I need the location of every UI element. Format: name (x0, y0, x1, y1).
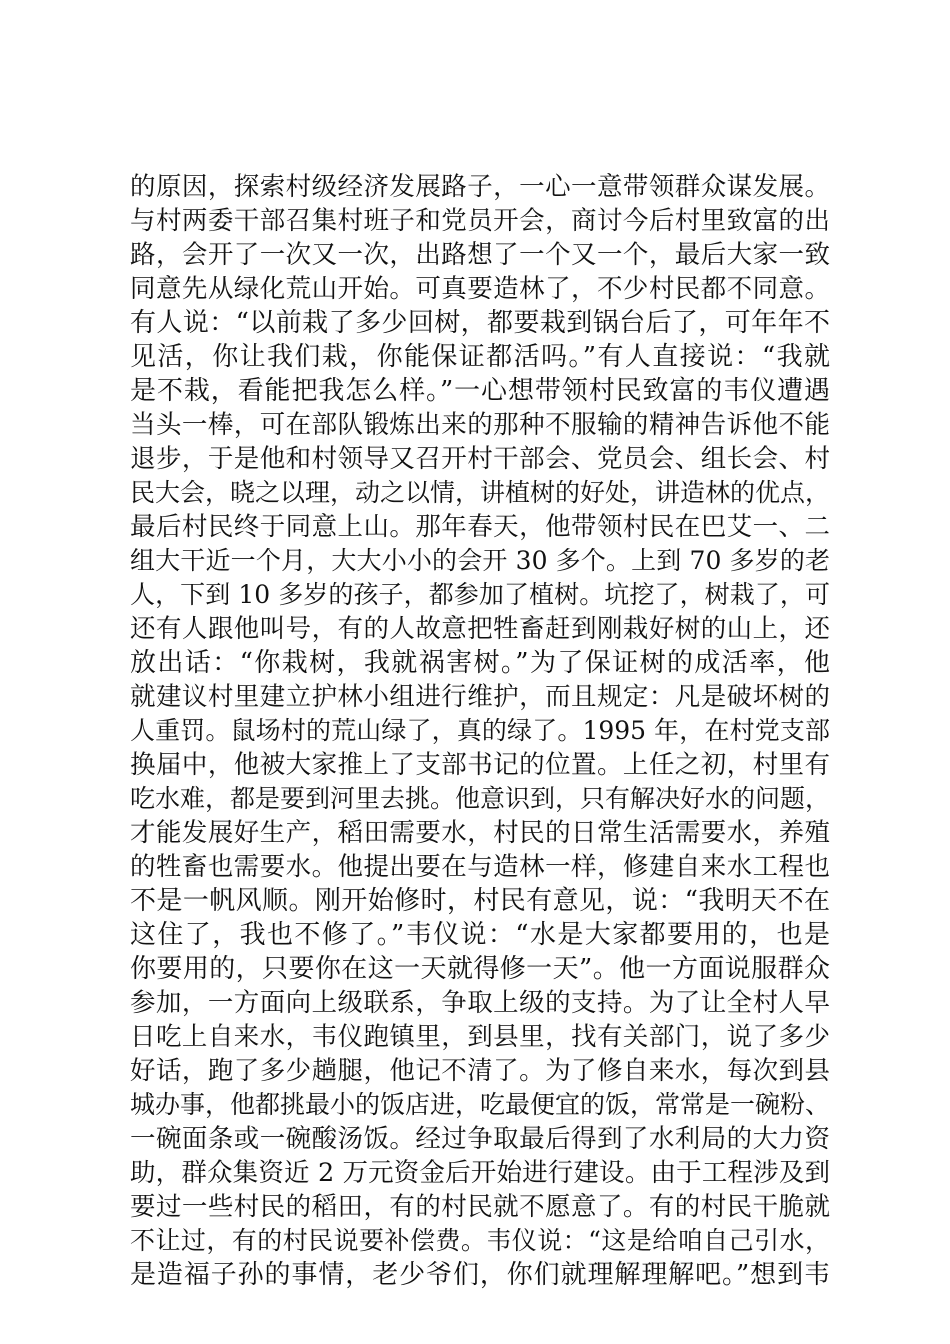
text-line: 这住了，我也不修了。”韦仪说：“水是大家都要用的，也是 (130, 920, 830, 950)
text-line: 同意先从绿化荒山开始。可真要造林了，不少村民都不同意。 (130, 274, 830, 304)
text-line: 放出话：“你栽树，我就祸害树。”为了保证树的成活率，他 (130, 648, 830, 678)
text-line: 当头一棒，可在部队锻炼出来的那种不服输的精神告诉他不能 (130, 410, 830, 440)
text-line: 不让过，有的村民说要补偿费。韦仪说：“这是给咱自己引水， (130, 1226, 830, 1255)
text-line: 见活，你让我们栽，你能保证都活吗。”有人直接说：“我就 (130, 342, 830, 372)
text-line: 民大会，晓之以理，动之以情，讲植树的好处，讲造林的优点， (130, 478, 831, 507)
text-line: 好话，跑了多少趟腿，他记不清了。为了修自来水，每次到县 (130, 1056, 830, 1086)
text-line: 是造福子孙的事情，老少爷们，你们就理解理解吧。”想到韦 (130, 1260, 830, 1290)
text-line: 是不栽，看能把我怎么样。”一心想带领村民致富的韦仪遭遇 (130, 376, 830, 406)
text-line: 要过一些村民的稻田，有的村民就不愿意了。有的村民干脆就 (130, 1192, 830, 1222)
text-line: 才能发展好生产，稻田需要水，村民的日常生活需要水，养殖 (130, 818, 830, 848)
text-line: 吃水难，都是要到河里去挑。他意识到，只有解决好水的问题， (130, 784, 831, 813)
text-line: 的牲畜也需要水。他提出要在与造林一样，修建自来水工程也 (130, 852, 830, 882)
text-line: 你要用的，只要你在这一天就得修一天”。他一方面说服群众 (130, 954, 830, 984)
text-line: 不是一帆风顺。刚开始修时，村民有意见，说：“我明天不在 (130, 886, 830, 916)
text-line: 最后村民终于同意上山。那年春天，他带领村民在巴艾一、二 (130, 512, 830, 542)
text-line: 就建议村里建立护林小组进行维护，而且规定：凡是破坏树的 (130, 682, 830, 712)
text-line: 与村两委干部召集村班子和党员开会，商讨今后村里致富的出 (130, 206, 830, 236)
text-line: 参加，一方面向上级联系，争取上级的支持。为了让全村人早 (130, 988, 830, 1018)
text-line: 人重罚。鼠场村的荒山绿了，真的绿了。1995 年，在村党支部 (130, 716, 830, 745)
text-line: 退步，于是他和村领导又召开村干部会、党员会、组长会、村 (130, 444, 830, 474)
text-line: 日吃上自来水，韦仪跑镇里，到县里，找有关部门，说了多少 (130, 1022, 830, 1052)
text-line: 路，会开了一次又一次，出路想了一个又一个，最后大家一致 (130, 240, 830, 270)
text-line: 的原因，探索村级经济发展路子，一心一意带领群众谋发展。 (130, 172, 830, 202)
text-line: 还有人跟他叫号，有的人故意把牲畜赶到刚栽好树的山上，还 (130, 614, 830, 644)
text-line: 有人说：“以前栽了多少回树，都要栽到锅台后了，可年年不 (130, 308, 830, 338)
text-line: 组大干近一个月，大大小小的会开 30 多个。上到 70 多岁的老 (130, 546, 830, 575)
body-text (130, 170, 830, 1292)
text-line: 人，下到 10 多岁的孩子，都参加了植树。坑挖了，树栽了，可 (130, 580, 830, 609)
text-line: 城办事，他都挑最小的饭店进，吃最便宜的饭，常常是一碗粉、 (130, 1090, 831, 1119)
text-line: 一碗面条或一碗酸汤饭。经过争取最后得到了水利局的大力资 (130, 1124, 830, 1154)
text-line: 换届中，他被大家推上了支部书记的位置。上任之初，村里有 (130, 750, 830, 780)
text-line: 助，群众集资近 2 万元资金后开始进行建设。由于工程涉及到 (130, 1158, 830, 1188)
